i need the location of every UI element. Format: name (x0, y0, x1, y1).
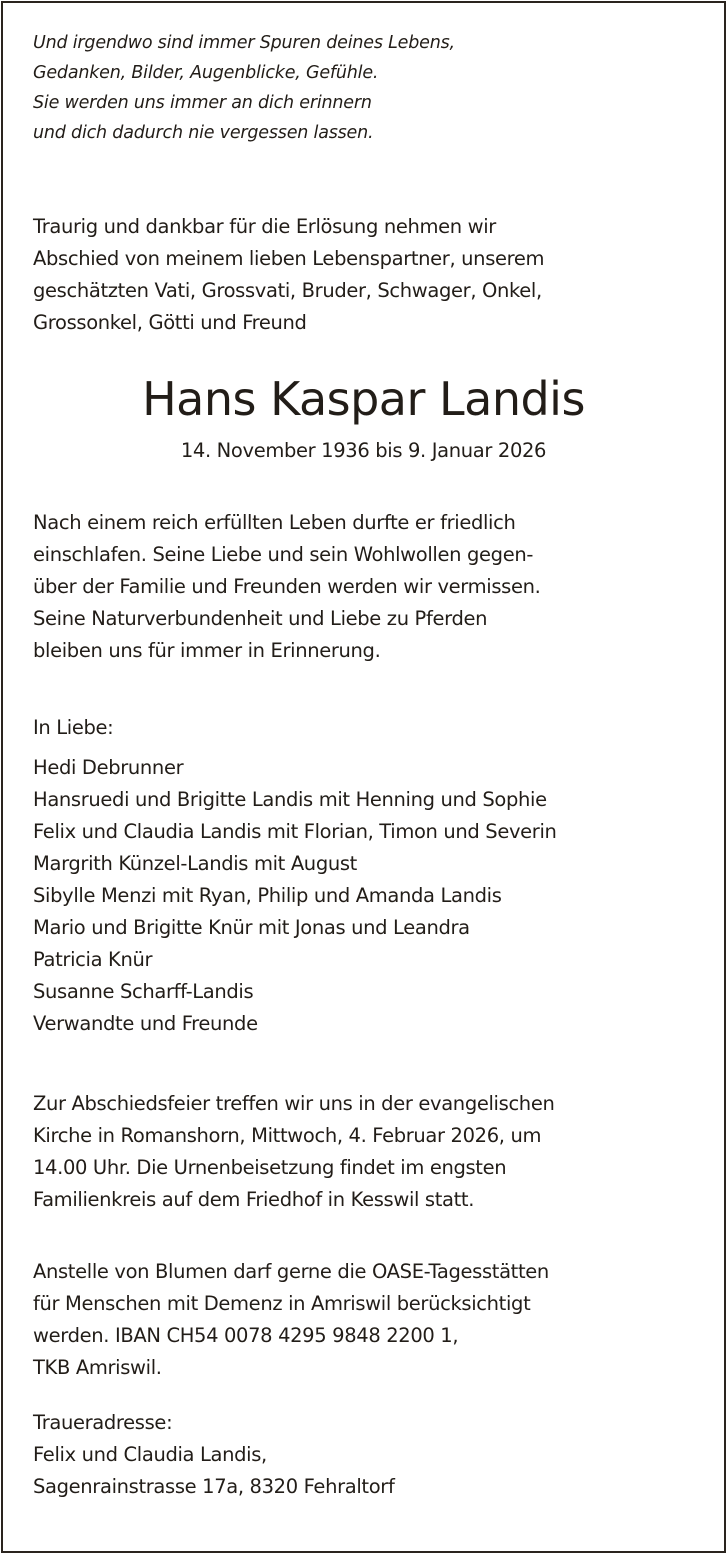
mourner-name: Hedi Debrunner (33, 756, 184, 779)
intro-line: Grossonkel, Götti und Freund (33, 311, 307, 334)
mourner-name: Patricia Knür (33, 948, 153, 971)
mourner-name: Hansruedi und Brigitte Landis mit Henning und Sophie (33, 788, 547, 811)
donation-line: werden. IBAN CH54 0078 4295 9848 2200 1, (33, 1324, 459, 1347)
ceremony-line: Kirche in Romanshorn, Mittwoch, 4. Februar 2026, um (33, 1124, 542, 1147)
tribute-line: einschlafen. Seine Liebe und sein Wohlwollen gegen- (33, 543, 534, 566)
intro-line: Abschied von meinem lieben Lebenspartner, unserem (33, 247, 545, 270)
tribute-line: Seine Naturverbundenheit und Liebe zu Pferden (33, 607, 488, 630)
mourner-name: Verwandte und Freunde (33, 1012, 258, 1035)
motto-line: Und irgendwo sind immer Spuren deines Lebens, (33, 33, 455, 53)
tribute-line: über der Familie und Freunden werden wir vermissen. (33, 575, 541, 598)
address-heading: Traueradresse: (33, 1411, 173, 1434)
donation-line: für Menschen mit Demenz in Amriswil berücksichtigt (33, 1292, 531, 1315)
mourners-heading: In Liebe: (33, 716, 114, 739)
mourner-name: Margrith Künzel-Landis mit August (33, 852, 357, 875)
address-line: Felix und Claudia Landis, (33, 1443, 267, 1466)
intro-line: geschätzten Vati, Grossvati, Bruder, Schwager, Onkel, (33, 279, 542, 302)
donation-line: Anstelle von Blumen darf gerne die OASE-Tagesstätten (33, 1260, 549, 1283)
deceased-dates: 14. November 1936 bis 9. Januar 2026 (180, 439, 547, 462)
ceremony-line: 14.00 Uhr. Die Urnenbeisetzung findet im engsten (33, 1156, 507, 1179)
ceremony-line: Familienkreis auf dem Friedhof in Kesswil statt. (33, 1188, 475, 1211)
tribute-line: bleiben uns für immer in Erinnerung. (33, 639, 381, 662)
donation-line: TKB Amriswil. (33, 1356, 162, 1379)
address-line: Sagenrainstrasse 17a, 8320 Fehraltorf (33, 1475, 395, 1498)
mourner-name: Felix und Claudia Landis mit Florian, Timon und Severin (33, 820, 557, 843)
motto-line: Sie werden uns immer an dich erinnern (33, 93, 372, 113)
tribute-line: Nach einem reich erfüllten Leben durfte er friedlich (33, 511, 516, 534)
deceased-name: Hans Kaspar Landis (142, 372, 585, 426)
intro-line: Traurig und dankbar für die Erlösung nehmen wir (33, 215, 496, 238)
mourner-name: Sibylle Menzi mit Ryan, Philip und Amanda Landis (33, 884, 502, 907)
ceremony-line: Zur Abschiedsfeier treffen wir uns in der evangelischen (33, 1092, 555, 1115)
motto-line: Gedanken, Bilder, Augenblicke, Gefühle. (33, 63, 379, 83)
motto-line: und dich dadurch nie vergessen lassen. (33, 123, 374, 143)
mourner-name: Susanne Scharff-Landis (33, 980, 254, 1003)
mourner-name: Mario und Brigitte Knür mit Jonas und Leandra (33, 916, 470, 939)
